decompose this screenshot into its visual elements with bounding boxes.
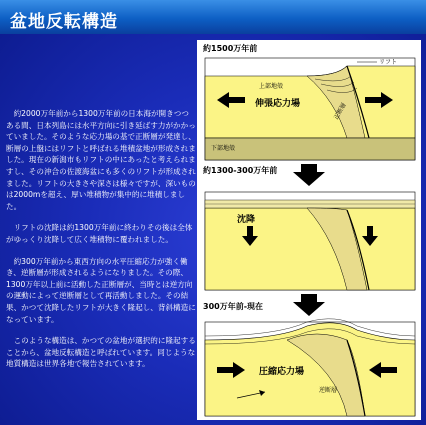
stage-3-stress-label: 圧縮応力場 [259,367,305,377]
stage-3-diagram [205,319,415,416]
paragraph-4: このような構造は、かつての盆地が選択的に隆起することから、盆地反転構造と呼ばれています。同じような地質構造は世界各地で報告されています。 [6,336,196,369]
paragraph-2: リフトの沈降は約1300万年前に終わりその後は全体がゆっくり沈降して広く堆積物に覆われました。 [6,223,193,244]
stage-1-lower-crust [205,138,415,160]
page-title: 盆地反転構造 [10,12,118,32]
arrow-down-icon [293,164,325,186]
diagram-svg [197,40,421,420]
title-bar [0,0,426,34]
paragraph-1: 約2000万年前から1300万年前の日本海が開きつつある間、日本列島には水平方向に引き延ばす力がかかっていました。そのような応力場の基で正断層が発達し、断層の上盤にはリフトと呼ばれる堆積盆地が形成されました。現在の新潟市もリフトの中にあったと考えられますし、その沖合の佐渡海盆にも多くのリフトが形成されました。リフトの大きさや深さは様々ですが、深いものは2000mを超え、厚い堆積物が集中的に堆積しました。 [6,109,196,211]
stage-1-rift-label: リフト [379,59,398,66]
stage-3-label: 300万年前-現在 [203,302,264,311]
explanation-text [6,108,196,380]
stage-1-label: 約1500万年前 [203,44,258,53]
stage-1-diagram [205,58,415,160]
stage-1-upper-crust-label: 上部地殻 [259,83,284,90]
stage-3-fault-label: 逆断層 [319,387,338,394]
stage-2-subsidence-label: 沈降 [237,215,256,225]
diagram-panel [197,40,421,420]
arrow-down-icon [293,294,325,316]
stage-1-stress-label: 伸張応力場 [255,99,301,109]
stage-2-label: 約1300-300万年前 [203,166,278,175]
stage-2-diagram [205,192,415,290]
stage-1-fault-label: 正断層 [332,101,348,121]
stage-1-lower-crust-label: 下部地殻 [211,145,236,152]
paragraph-3: 約300万年前から東西方向の水平圧縮応力が強く働き、逆断層が形成されるようになりました。その際、1300万年以上前に活動した正断層が、当時とは逆方向の運動によって逆断層として再活動しました。その結果、かつて沈降したリフトが大きく隆起し、背斜構造になっています。 [6,256,196,324]
